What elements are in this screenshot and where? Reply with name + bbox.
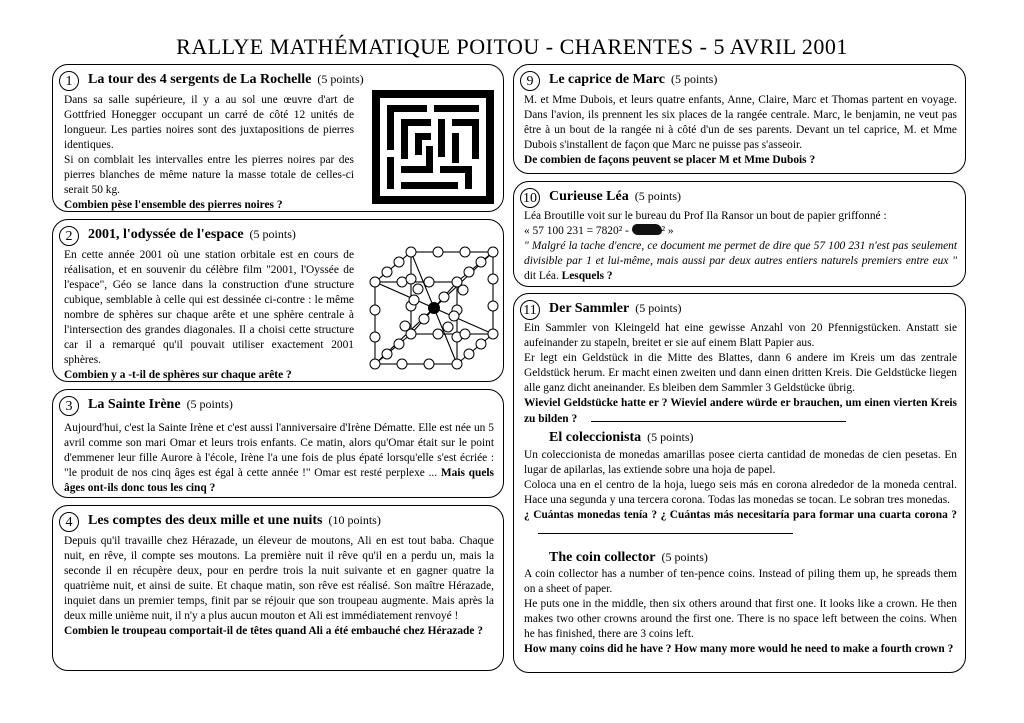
- formula-end: ² »: [661, 225, 674, 237]
- problem-question: Mais quels âges ont-ils donc tous les cinq ?: [64, 467, 494, 494]
- problem-title-text: Le caprice de Marc: [549, 72, 665, 87]
- problem-points: (5 points): [317, 72, 364, 86]
- problem-3-box: [52, 389, 504, 498]
- problem-title: [88, 227, 296, 243]
- subproblem-title-spanish: [549, 430, 694, 446]
- problem-title: [88, 72, 364, 88]
- problem-paragraph: Si on comblait les intervalles entre les pierres noires par des pierres blanches de même nature la masse totale de celles-ci serait 50 kg.: [64, 154, 354, 196]
- problem-title: [549, 72, 717, 88]
- problem-text-english: [524, 567, 957, 657]
- problem-title: [88, 513, 381, 529]
- problem-points: (5 points): [249, 227, 296, 241]
- problem-number: 4: [59, 512, 79, 532]
- problem-text: [524, 93, 957, 168]
- problem-4-box: [52, 505, 504, 671]
- problem-number: 1: [59, 71, 79, 91]
- problem-points: (5 points): [635, 301, 682, 315]
- problem-paragraph: Léa Broutille voit sur le bureau du Prof Ila Ransor un bout de papier griffonné :: [524, 210, 887, 222]
- problem-question: Combien le troupeau comportait-il de têtes quand Ali a été embauché chez Hérazade ?: [64, 625, 483, 637]
- problem-paragraph: He puts one in the middle, then six others around that first one. It looks like a crown. He then makes two other crowns around the first one. There is no space left between the coins. When he has finished, there are 3 coins left.: [524, 598, 957, 640]
- problem-text: [64, 534, 494, 639]
- problem-1-box: [52, 64, 504, 212]
- sphere-cube-figure: [365, 244, 500, 374]
- problem-title-text: La tour des 4 sergents de La Rochelle: [88, 72, 312, 87]
- ink-stain: [632, 224, 662, 235]
- problem-question: Lesquels ?: [561, 270, 613, 282]
- problem-number: 9: [520, 71, 540, 91]
- problem-number: 11: [520, 300, 540, 320]
- problem-text: [64, 421, 494, 496]
- problem-number: 10: [520, 188, 540, 208]
- formula-start: « 57 100 231 = 7820² -: [524, 225, 632, 237]
- problem-title: [549, 189, 681, 205]
- maze-artwork-figure: [372, 90, 494, 204]
- problem-title-text: 2001, l'odyssée de l'espace: [88, 227, 244, 242]
- problem-text: [524, 209, 957, 284]
- subproblem-title-english: [549, 550, 708, 566]
- subproblem-title-text: El coleccionista: [549, 430, 642, 445]
- problem-paragraph: Depuis qu'il travaille chez Hérazade, un éleveur de moutons, Ali en est tout baba. Chaque nuit, en rêve, il compte ses moutons. La première nuit il rêve qu'il en a perdu un, mais la seconde il en récupère deux, pour en perdre trois la nuit suivante et en gagner quatre la quatrième nuit, et ainsi de suite. Et chaque matin, son rêve est réalisé. Son maître Hérazade, inquiet dans un premier temps, finit par se réjouir que son troupeau augmente. Mais après la deux mille unième nuit, il n'y a plus aucun mouton et Ali est immédiatement renvoyé !: [64, 535, 494, 622]
- problem-2-box: [52, 219, 504, 382]
- problem-points: (5 points): [186, 397, 233, 411]
- problem-title-text: Curieuse Léa: [549, 189, 629, 204]
- problem-paragraph: A coin collector has a number of ten-pence coins. Instead of piling them up, he spreads them on a sheet of paper.: [524, 568, 957, 595]
- problem-text-german: [524, 321, 957, 427]
- subproblem-points: (5 points): [661, 550, 708, 564]
- said-text: dit Léa.: [524, 270, 562, 282]
- problem-paragraph: Ein Sammler von Kleingeld hat eine gewisse Anzahl von 20 Pfennigstücken. Anstatt sie aufeinander zu stapeln, breitet er sie auf einem Blatt Papier aus.: [524, 322, 957, 349]
- problem-10-box: [513, 181, 966, 287]
- problem-title-text: Les comptes des deux mille et une nuits: [88, 513, 323, 528]
- problem-number: 2: [59, 226, 79, 246]
- problem-paragraph: Dans sa salle supérieure, il y a au sol une œuvre d'art de Gottfried Honegger occupant un carré de côté 12 unités de longueur. Les parties noires sont des juxtapositions de pierres identiques.: [64, 94, 354, 151]
- problem-paragraph: Er legt ein Geldstück in die Mitte des Blattes, dann 6 andere im Kreis um das zentrale Geldstück herum. Er macht einen zweiten und dann einen dritten Kreis. Die Geldstücke liegen alle ganz dicht aneinander. Es bleiben dem Sammler 3 Geldstücke übrig.: [524, 352, 957, 394]
- problem-11-box: [513, 293, 966, 673]
- problem-text-spanish: [524, 448, 957, 539]
- problem-paragraph: Aujourd'hui, c'est la Sainte Irène et c'est aussi l'anniversaire d'Irène Dématte. Elle est née un 5 avril comme son mari Omar et leurs trois enfants. Ce matin, alors qu'Omar était sur le point d'emmener leur fille Aurore à l'école, Irène l'a une fois de plus épaté lorsqu'elle s'est écriée : "le produit de nos cinq âges est égal à cette année !" Omar est resté perplexe ...: [64, 422, 494, 479]
- problem-question: De combien de façons peuvent se placer M et Mme Dubois ?: [524, 154, 816, 166]
- problem-title-text: La Sainte Irène: [88, 397, 181, 412]
- page-title: RALLYE MATHÉMATIQUE POITOU - CHARENTES - 5 AVRIL 2001: [176, 34, 848, 59]
- problem-text: [64, 93, 354, 212]
- problem-points: (10 points): [328, 513, 381, 527]
- subproblem-points: (5 points): [647, 430, 694, 444]
- problem-points: (5 points): [670, 72, 718, 86]
- problem-question: Combien pèse l'ensemble des pierres noires ?: [64, 199, 283, 211]
- problem-paragraph: Coloca una en el centro de la hoja, luego seis más en corona alrededor de la moneda central. Hace una segunda y una tercera corona. Todas las monedas se tocan. Le sobran tres monedas.: [524, 479, 957, 506]
- problem-question: ¿ Cuántas monedas tenía ? ¿ Cuántas más necesitaría para formar una cuarta corona ?: [524, 509, 957, 521]
- problem-question: Combien y a -t-il de sphères sur chaque arête ?: [64, 369, 292, 381]
- problem-title-text: Der Sammler: [549, 301, 630, 316]
- problem-title: [549, 301, 682, 317]
- answer-line: [591, 411, 846, 422]
- problem-9-box: [513, 64, 966, 174]
- lea-quote: " Malgré la tache d'encre, ce document me permet de dire que 57 100 231 n'est pas seulement divisible par 1 et lui-même, mais aussi par deux autres entiers naturels premiers entre eux ": [524, 240, 957, 267]
- answer-line: [538, 523, 793, 534]
- problem-question: How many coins did he have ? How many more would he need to make a fourth crown ?: [524, 643, 954, 655]
- problem-points: (5 points): [634, 189, 682, 203]
- problem-question: Wieviel Geldstücke hatte er ? Wieviel andere würde er brauchen, um einen vierten Kreis zu bilden ?: [524, 397, 957, 425]
- subproblem-title-text: The coin collector: [549, 550, 656, 565]
- problem-title: [88, 397, 233, 413]
- ink-formula: [524, 224, 957, 239]
- problem-paragraph: M. et Mme Dubois, et leurs quatre enfants, Anne, Claire, Marc et Thomas partent en voyage. Dans l'avion, ils prennent les six places de la rangée centrale. Marc, le benjamin, ne veut pas être à un bout de la rangée ni à côté d'un de ses parents. Devant un tel caprice, M. et Mme Dubois s'installent de façon que Marc ne puisse pas s'asseoir.: [524, 94, 957, 151]
- problem-paragraph: Un coleccionista de monedas amarillas posee cierta cantidad de monedas de cien pesetas. En lugar de apilarlas, las extiende sobre una hoja de papel.: [524, 449, 957, 476]
- problem-number: 3: [59, 396, 79, 416]
- problem-text: [64, 248, 354, 382]
- problem-paragraph: En cette année 2001 où une station orbitale est en cours de réalisation, et en souvenir du célèbre film "2001, l'Oyssée de l'espace", Géo se lance dans la construction d'une structure cubique, semblable à celle qui est dessinée ci-contre : le même nombre de sphères sur chaque arête et une sphère centrale à l'intersection des grandes diagonales. Il a choisi cette structure car il a remarqué qu'il pouvait utiliser exactement 2001 sphères.: [64, 249, 354, 366]
